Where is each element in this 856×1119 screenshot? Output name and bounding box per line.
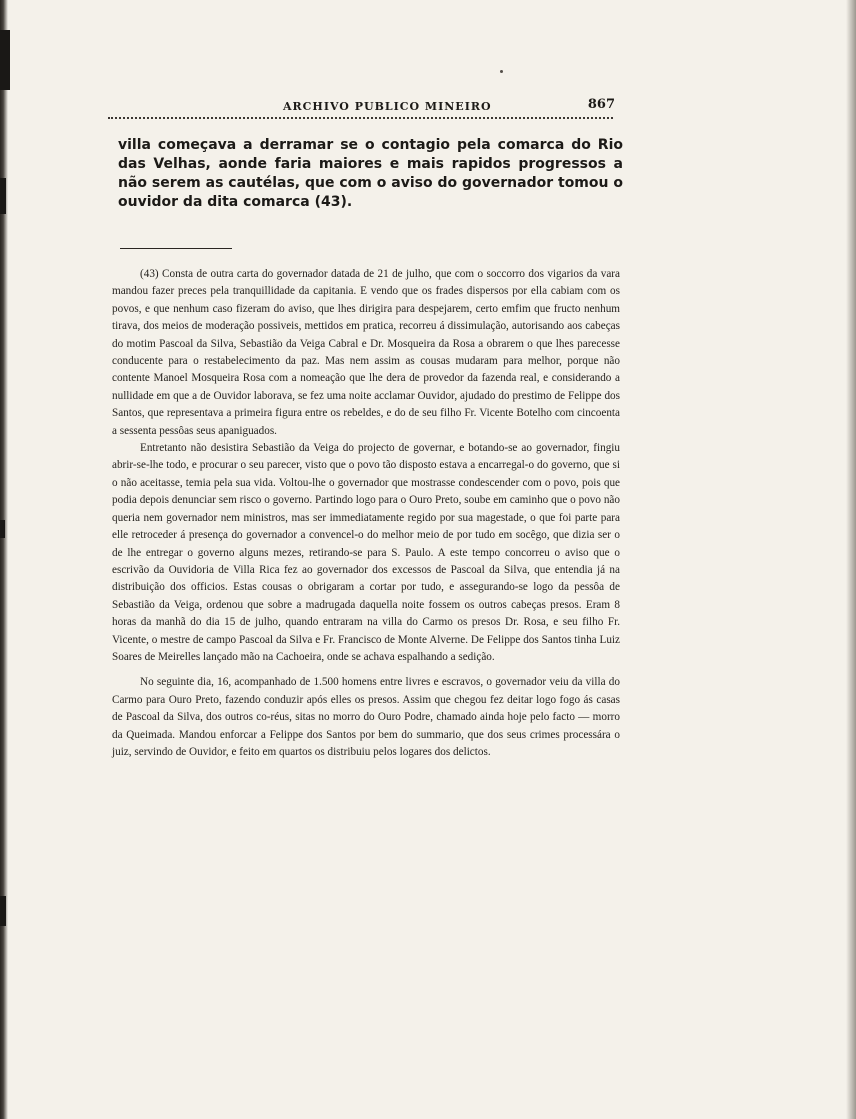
page [108, 94, 623, 758]
running-header [108, 94, 613, 116]
page-number: 867 [587, 97, 615, 112]
binding-mark [0, 520, 5, 538]
binding-mark [0, 896, 6, 926]
binding-edge [0, 0, 8, 1119]
binding-mark [0, 178, 6, 214]
footnote [112, 266, 620, 769]
paper-speck [500, 70, 503, 73]
header-rule [108, 117, 613, 119]
footnote-paragraph: (43) Consta de outra carta do governador datada de 21 de julho, que com o soccorro dos vigarios da vara mandou fazer preces pela tranquillidade da capitania. E vendo que os frades dispersos por ella cabiam com os povos, e que nenhum caso fizeram do aviso, que lhes dirigira para despejarem, certo emfim que fructo nenhum tirava, dos meios de moderação possiveis, mettidos em pratica, recorreu á dissimulação, autorisando aos cabeças do motim Pascoal da Silva, Sebastião da Veiga Cabral e Dr. Mosqueira da Rosa a obrarem o que lhes parecesse conducente para o restabelecimento da paz. Mas nem assim as cousas mudaram para melhor, porque não contente Manoel Mosqueira Rosa com a nomeação que lhe dera de provedor da fazenda real, e considerando a nullidade em que a de Ouvidor laborava, se fez uma noite acclamar Ouvidor, ajudado do prestimo de Felippe dos Santos, que representava a primeira figura entre os rebeldes, e do de seu filho Fr. Vicente Botelho com cincoenta a sessenta pessôas seus apaniguados. [112, 268, 620, 437]
header-title: ARCHIVO PUBLICO MINEIRO [283, 100, 492, 113]
footnote-paragraph: Entretanto não desistira Sebastião da Veiga do projecto de governar, e botando-se ao governador, fingiu abrir-se-lhe todo, e procurar o seu parecer, visto que o povo tão disposto estava a encarregal-o do governo, que si o não aceitasse, temia pela sua vida. Voltou-lhe o governador que mostrasse condescender com o povo, pois que podia depois denunciar sem risco o governo. Partindo logo para o Ouro Preto, soube em caminho que o povo não queria nem governador nem ministros, mas ser immediatamente regido por sua magestade, o que foi parte para elle retroceder á presença do governador a convencel-o do melhor meio de por tudo em socêgo, que dizia ser o de lhe entregar o governo alguns mezes, retirando-se para S. Paulo. A este tempo concorreu o aviso que o escrivão da Ouvidoria de Villa Rica fez ao governador dos excessos de Pascoal da Silva, que entendia já na distribuição dos officios. Estas cousas o obrigaram a cortar por tudo, e assegurando-se logo da pessôa de Sebastião da Veiga, ordenou que sobre a madrugada daquella noite fossem os outros cabeças presos. Eram 8 horas da manhã do dia 15 de julho, quando entraram na villa do Carmo os presos Dr. Rosa, e seu filho Fr. Vicente, o mestre de campo Pascoal da Silva e Fr. Francisco de Monte Alverne. De Felippe dos Santos tinha Luiz Soares de Meirelles lançado mão na Cachoeira, onde se achava espalhando a sedição. [112, 442, 620, 663]
binding-mark [0, 30, 10, 90]
footnote-paragraph: No seguinte dia, 16, acompanhado de 1.500 homens entre livres e escravos, o governador veiu da villa do Carmo para Ouro Preto, fazendo conduzir após elles os presos. Assim que chegou fez deitar logo fogo ás casas de Pascoal da Silva, dos outros co-réus, sitas no morro do Ouro Podre, chamado ainda hoje pelo facto — morro da Queimada. Mandou enforcar a Felippe dos Santos por bem do summario, que dos seus crimes processára o juiz, servindo de Ouvidor, e feito em quartos os distribuiu pelos logares dos delictos. [112, 676, 620, 758]
footnote-separator [120, 248, 232, 249]
page-right-edge [846, 0, 856, 1119]
main-paragraph: villa começava a derramar se o contagio pela comarca do Rio das Velhas, aonde faria maiores e mais rapidos progressos a não serem as cautélas, que com o aviso do governador tomou o ouvidor da dita comarca (43). [118, 137, 623, 210]
